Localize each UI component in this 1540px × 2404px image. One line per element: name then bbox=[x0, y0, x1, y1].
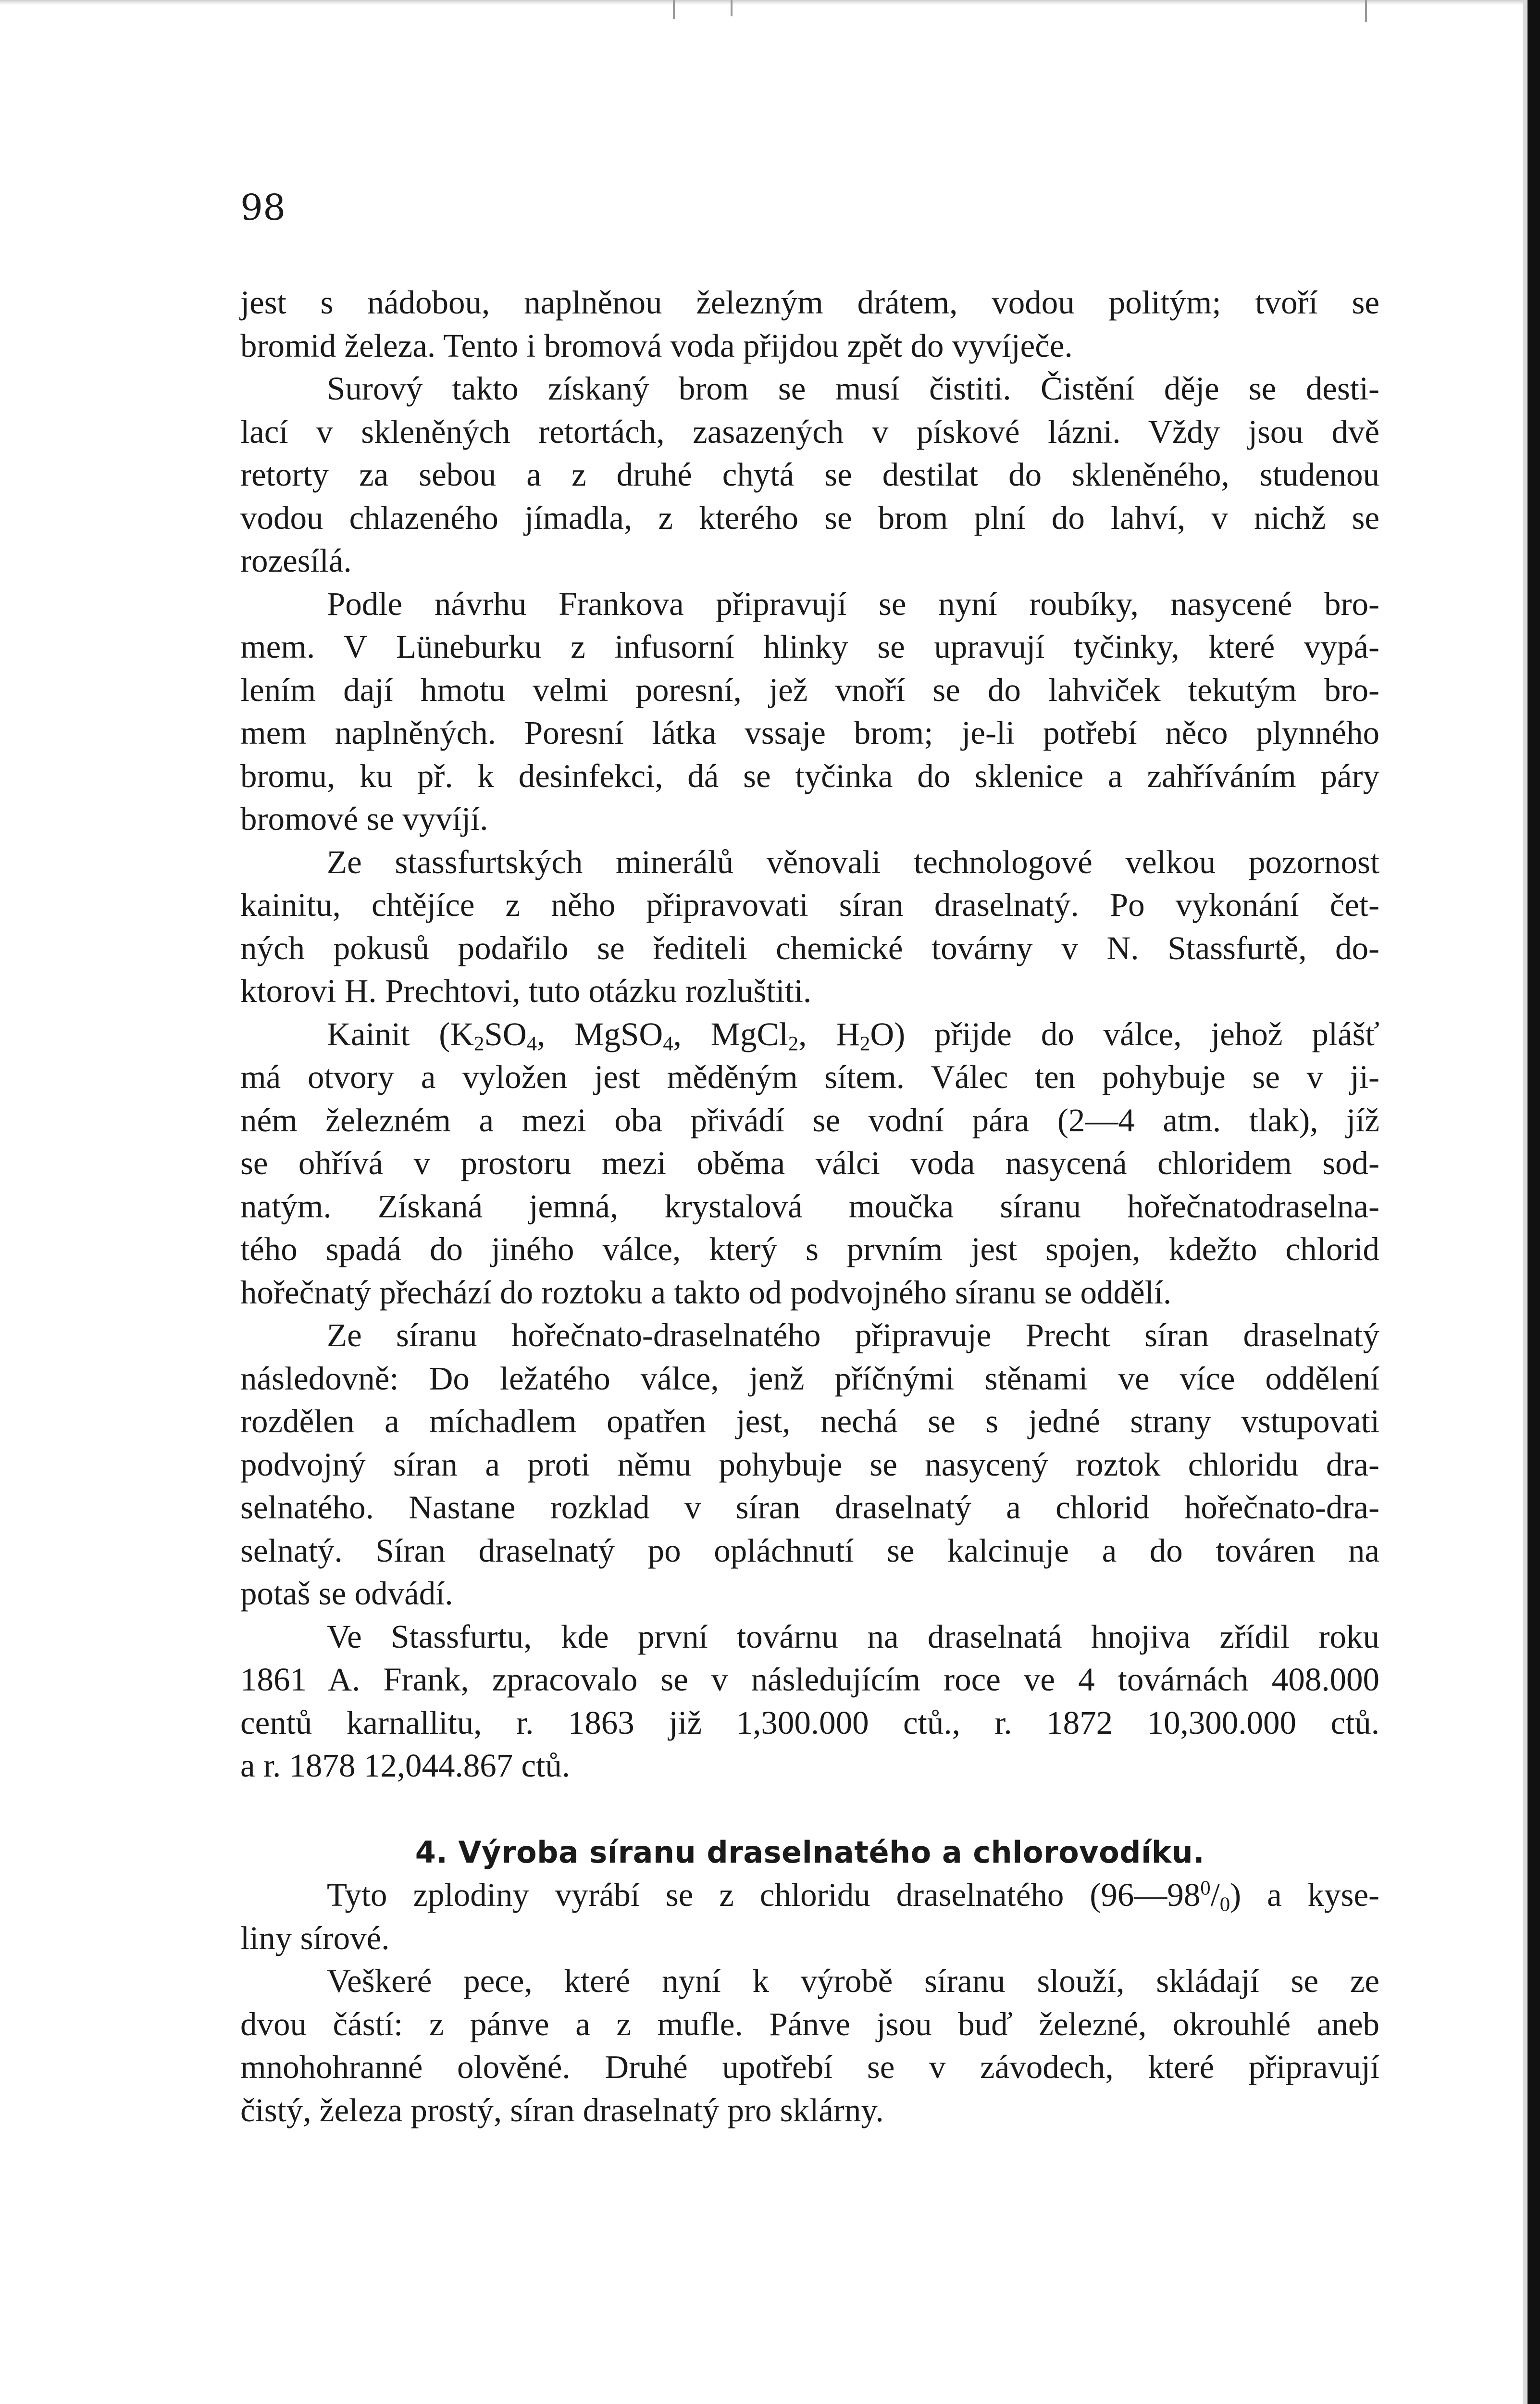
text-line: vodou chlazeného jímadla, z kterého se brom plní do lahví, v nichž se bbox=[240, 499, 1379, 536]
text-line: kainitu, chtějíce z něho připravovati síran draselnatý. Po vykonání čet- bbox=[240, 887, 1379, 923]
text-line: následovně: Do ležatého válce, jenž příčnými stěnami ve více oddělení bbox=[240, 1360, 1379, 1397]
text-line: se ohřívá v prostoru mezi oběma válci voda nasycená chloridem sod- bbox=[240, 1145, 1379, 1181]
section-heading: 4. Výroba síranu draselnatého a chlorovodíku. bbox=[415, 1834, 1205, 1870]
subscript: 4 bbox=[663, 1032, 673, 1055]
text-line: liny sírové. bbox=[240, 1919, 390, 1956]
text-line: rozdělen a míchadlem opatřen jest, nechá se s jedné strany vstupovati bbox=[240, 1403, 1379, 1440]
text-line: lením dají hmotu velmi poresní, jež vnoří se do lahviček tekutým bro- bbox=[240, 671, 1379, 708]
text-line: bromu, ku př. k desinfekci, dá se tyčinka do sklenice a zahříváním páry bbox=[240, 757, 1379, 794]
scan-edge-shadow bbox=[1523, 0, 1528, 2404]
text-line: jest s nádobou, naplněnou železným drátem, vodou politým; tvoří se bbox=[240, 284, 1379, 321]
text-line: centů karnallitu, r. 1863 již 1,300.000 ctů., r. 1872 10,300.000 ctů. bbox=[240, 1704, 1379, 1741]
scan-mark bbox=[1365, 0, 1367, 22]
text-line: a r. 1878 12,044.867 ctů. bbox=[240, 1747, 571, 1784]
text-line: ktorovi H. Prechtovi, tuto otázku rozluštiti. bbox=[240, 973, 812, 1009]
text-line: mem. V Lüneburku z infusorní hlinky se upravují tyčinky, které vypá- bbox=[240, 628, 1379, 665]
formula-text: Kainit (K bbox=[327, 1015, 474, 1052]
body-text bbox=[240, 281, 1379, 2132]
text-line-percent bbox=[240, 1874, 1379, 1917]
text-line: natým. Získaná jemná, krystalová moučka síranu hořečnatodraselna- bbox=[240, 1188, 1379, 1225]
text-line: ných pokusů podařilo se řediteli chemické továrny v N. Stassfurtě, do- bbox=[240, 929, 1379, 966]
subscript: 2 bbox=[788, 1032, 799, 1055]
text-line: lací v skleněných retortách, zasazených v pískové lázni. Vždy jsou dvě bbox=[240, 413, 1379, 450]
scan-mark bbox=[731, 0, 733, 16]
text-line: ném železném a mezi oba přivádí se vodní pára (2—4 atm. tlak), jíž bbox=[240, 1102, 1379, 1139]
formula-text: O) přijde do válce, jehož plášť bbox=[870, 1015, 1379, 1052]
scan-edge-border bbox=[1528, 0, 1540, 2404]
page-number: 98 bbox=[240, 187, 286, 228]
text-line: Surový takto získaný brom se musí čistiti. Čistění děje se desti- bbox=[327, 370, 1379, 407]
scan-mark bbox=[673, 0, 675, 19]
subscript: 4 bbox=[526, 1032, 537, 1055]
text-line: Veškeré pece, které nyní k výrobě síranu slouží, skládají se ze bbox=[327, 1963, 1379, 1999]
text-line: čistý, železa prostý, síran draselnatý pro sklárny. bbox=[240, 2091, 884, 2129]
text-line: dvou částí: z pánve a z mufle. Pánve jsou buď železné, okrouhlé aneb bbox=[240, 2005, 1379, 2042]
percent-slash: / bbox=[1210, 1877, 1220, 1913]
text-line: Ze síranu hořečnato-draselnatého připravuje Precht síran draselnatý bbox=[327, 1317, 1379, 1353]
scan-top-shadow bbox=[0, 0, 1540, 5]
text-line: Ve Stassfurtu, kde první továrnu na draselnatá hnojiva zřídil roku bbox=[327, 1618, 1379, 1655]
formula-text: , MgCl bbox=[673, 1015, 788, 1052]
text-line: bromid železa. Tento i bromová voda přijdou zpět do vyvíječe. bbox=[240, 327, 1073, 364]
percent-text: ) a kyse- bbox=[1230, 1877, 1380, 1913]
text-line: potaš se odvádí. bbox=[240, 1575, 453, 1612]
subscript: 2 bbox=[474, 1032, 484, 1055]
subscript: 2 bbox=[859, 1032, 870, 1055]
text-line: selnatého. Nastane rozklad v síran draselnatý a chlorid hořečnato-dra- bbox=[240, 1489, 1379, 1526]
superscript: 0 bbox=[1200, 1877, 1211, 1900]
text-line: selnatý. Síran draselnatý po opláchnutí se kalcinuje a do továren na bbox=[240, 1532, 1379, 1569]
text-line-formula bbox=[240, 1013, 1379, 1056]
subscript: 0 bbox=[1219, 1893, 1230, 1916]
formula-text: , H bbox=[798, 1015, 860, 1052]
text-line: má otvory a vyložen jest měděným sítem. Válec ten pohybuje se v ji- bbox=[240, 1059, 1379, 1095]
text-line: bromové se vyvíjí. bbox=[240, 801, 488, 837]
section-gap bbox=[240, 1788, 1379, 1831]
formula-text: SO bbox=[484, 1015, 527, 1052]
formula-text: , MgSO bbox=[537, 1015, 663, 1052]
text-line: Ze stassfurtských minerálů věnovali technologové velkou pozornost bbox=[327, 843, 1379, 880]
text-line: mem naplněných. Poresní látka vssaje brom; je-li potřebí něco plynného bbox=[240, 714, 1379, 751]
text-line: retorty za sebou a z druhé chytá se destilat do skleněného, studenou bbox=[240, 456, 1379, 493]
text-line: hořečnatý přechází do roztoku a takto od podvojného síranu se oddělí. bbox=[240, 1274, 1172, 1311]
percent-text: Tyto zplodiny vyrábí se z chloridu draselnatého (96—98 bbox=[327, 1877, 1201, 1913]
text-line: 1861 A. Frank, zpracovalo se v následujícím roce ve 4 továrnách 408.000 bbox=[240, 1661, 1379, 1698]
text-line: rozesílá. bbox=[240, 542, 352, 579]
text-line: podvojný síran a proti němu pohybuje se nasycený roztok chloridu dra- bbox=[240, 1446, 1379, 1483]
text-line: mnohohranné olověné. Druhé upotřebí se v závodech, které připravují bbox=[240, 2049, 1379, 2085]
text-line: tého spadá do jiného válce, který s prvním jest spojen, kdežto chlorid bbox=[240, 1231, 1379, 1267]
text-line: Podle návrhu Frankova připravují se nyní roubíky, nasycené bro- bbox=[327, 585, 1379, 622]
